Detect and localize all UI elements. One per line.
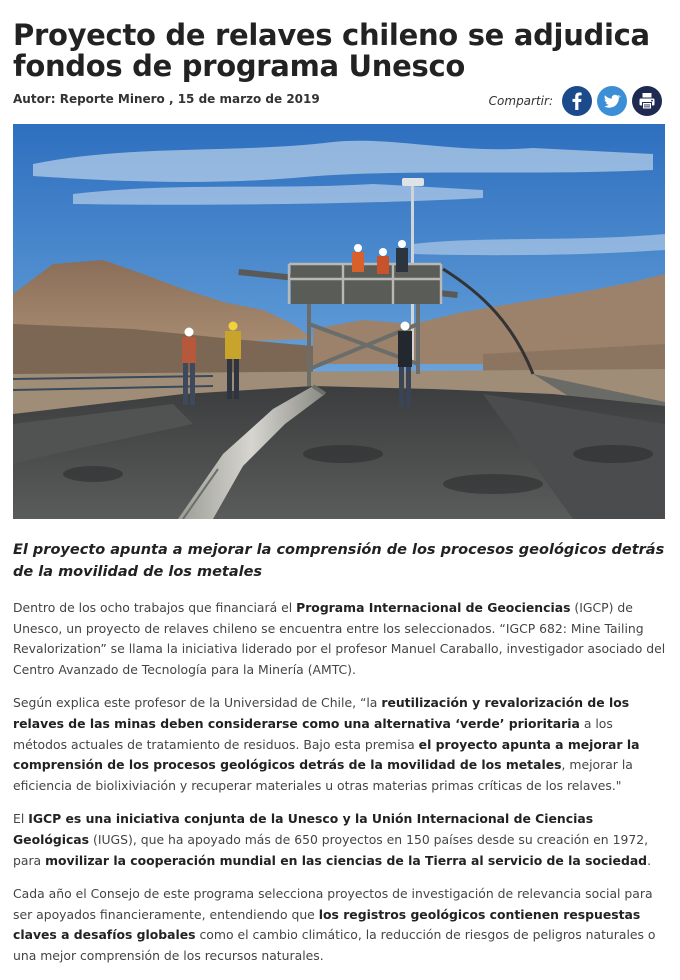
bold-text: el proyecto apunta a mejorar la comprensión de los procesos geológicos detrás de la movilidad de los metales <box>13 736 640 773</box>
text-run: Según explica este profesor de la Universidad de Chile, “la <box>13 695 382 711</box>
text-run: . <box>647 852 652 868</box>
text-run: El <box>13 811 29 827</box>
paragraph <box>13 809 667 871</box>
print-button[interactable] <box>632 86 662 116</box>
facebook-share-button[interactable] <box>562 86 592 116</box>
twitter-share-button[interactable] <box>597 86 627 116</box>
text-run: a los métodos actuales de tratamiento de residuos. Bajo esta premisa <box>13 715 613 752</box>
text-run: como el cambio climático, la reducción de riesgos de peligros naturales o una mejor comprensión de los recursos naturales. <box>13 927 656 963</box>
share-bar <box>489 86 662 116</box>
text-run: (IUGS), que ha apoyado más de 650 proyectos en 150 países desde su creación en 1972, para <box>13 831 649 868</box>
bold-text: los registros geológicos contienen respuestas claves a desafíos globales <box>13 906 641 943</box>
article-body <box>13 598 667 980</box>
paragraph <box>13 884 667 966</box>
article-lead: El proyecto apunta a mejorar la comprensión de los procesos geológicos detrás de la movilidad de los metales <box>13 542 665 580</box>
share-label: Compartir: <box>488 94 553 108</box>
paragraph <box>13 598 667 680</box>
bold-text: movilizar la cooperación mundial en las ciencias de la Tierra al servicio de la sociedad <box>45 852 648 868</box>
article-byline: Autor: Reporte Minero , 15 de marzo de 2019 <box>13 92 320 106</box>
paragraph <box>13 693 667 796</box>
article-photo <box>13 124 665 519</box>
print-icon <box>632 86 662 116</box>
facebook-icon <box>562 86 592 116</box>
bold-text: Programa Internacional de Geociencias <box>296 600 571 615</box>
article-title: Proyecto de relaves chileno se adjudica fondos de programa Unesco <box>13 18 650 83</box>
text-run: , mejorar la eficiencia de biolixiviación y recuperar materiales u otras materias primas críticas de los relaves." <box>13 757 633 793</box>
text-run: (IGCP) de Unesco, un proyecto de relaves chileno se encuentra entre los seleccionados. “IGCP 682: Mine Tailing Revalorization” se llama la iniciativa liderado por el profesor Manuel Caraballo, investigador asociado del Centro Avanzado de Tecnología para la Minería (AMTC). <box>13 600 666 677</box>
text-run: Dentro de los ocho trabajos que financiará el <box>13 600 297 615</box>
twitter-icon <box>597 86 627 116</box>
text-run: Cada año el Consejo de este programa selecciona proyectos de investigación de relevancia social para ser apoyados financieramente, entendiendo que <box>13 886 653 922</box>
bold-text: reutilización y revalorización de los relaves de las minas deben considerarse como una alternativa ‘verde’ prioritaria <box>13 695 630 731</box>
bold-text: IGCP es una iniciativa conjunta de la Unesco y la Unión Internacional de Ciencias Geológicas <box>13 811 594 847</box>
